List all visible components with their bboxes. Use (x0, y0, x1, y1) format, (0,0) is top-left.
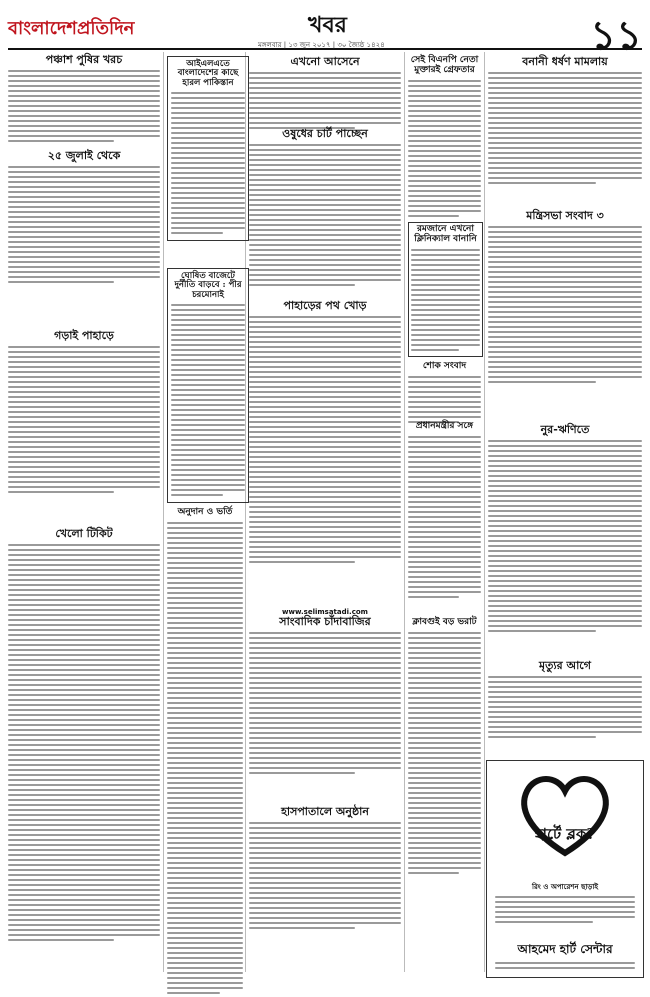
hospital-advertisement (486, 760, 644, 978)
story-15 (408, 362, 481, 426)
story-body (8, 70, 160, 142)
story-18 (488, 56, 642, 187)
story-13 (408, 56, 481, 220)
story-headline: ২৫ জুলাই থেকে (47, 149, 121, 162)
story-10 (249, 128, 401, 289)
story-11 (249, 300, 401, 566)
ad-headline: হার্টে ব্লক? (534, 825, 596, 843)
story-14 (408, 222, 483, 357)
story-headline: ক্লাবগুই বড় ভরাট (412, 617, 477, 627)
story-body (249, 632, 401, 774)
story-body (171, 304, 245, 496)
story-22 (488, 424, 642, 635)
column-divider (484, 52, 485, 972)
story-body (488, 72, 642, 184)
story-body (408, 80, 481, 217)
story-8 (249, 608, 401, 777)
story-headline: সাংবাদিক চাঁদাবাজির (279, 615, 371, 628)
story-body (411, 249, 480, 351)
story-body (408, 436, 481, 598)
story-headline: খেলো টিকিট (55, 527, 113, 540)
story-headline: রমজানে এখনো ক্লিনিক্যাল বানানি (414, 224, 477, 244)
section-title: খবর (308, 12, 347, 38)
story-body (249, 72, 401, 129)
story-17 (408, 618, 481, 877)
story-body (408, 632, 481, 874)
story-headline: পঞ্চাশ পুষির খরচ (45, 53, 123, 66)
ad-tagline: রিং ও অপারেশন ছাড়াই (531, 883, 599, 891)
story-body (249, 144, 401, 286)
story-headline: বনানী ধর্ষণ মামলায় (522, 55, 608, 68)
story-headline: মন্ত্রিসভা সংবাদ ৩ (526, 209, 604, 222)
story-body (171, 92, 245, 234)
story-21 (488, 660, 642, 741)
column-divider (404, 52, 405, 972)
story-5 (167, 56, 249, 241)
story-body (488, 226, 642, 383)
story-headline: পাহাড়ের পথ খোড় (283, 299, 367, 312)
story-body (488, 676, 642, 738)
story-headline: শোক সংবাদ (422, 361, 467, 371)
story-body (488, 440, 642, 632)
story-headline: হাসপাতালে অনুষ্ঠান (281, 805, 369, 818)
story-body (167, 522, 243, 994)
story-headline: সেই বিএনপি নেতা মুক্তারই গ্রেফতার (410, 55, 479, 75)
story-9 (249, 56, 401, 132)
story-headline: গড়াই পাহাড়ে (54, 329, 114, 342)
story-headline: নুর-ঋণিতে (540, 423, 590, 436)
story-headline: অনুদান ও ভর্তি (177, 507, 233, 517)
story-6 (167, 268, 249, 503)
story-headline: প্রধানমন্ত্রীর সঙ্গে (415, 421, 474, 431)
ad-hospital-name: আহমেদ হার্ট সেন্টার (517, 942, 613, 956)
story-4 (8, 528, 160, 944)
story-body (8, 346, 160, 493)
story-headline: এখনো আসেনে (290, 55, 360, 68)
story-headline: আইএলএতে বাংলাদেশের কাছে হারল পাকিস্তান (177, 59, 239, 88)
story-headline: ঘোষিত বাজেটে দুর্নীতি বাড়বে : পীর চরমোনাই (174, 271, 242, 300)
story-body (8, 166, 160, 283)
story-12 (249, 806, 401, 932)
story-body (249, 316, 401, 563)
ad-body (495, 881, 635, 926)
newspaper-logo: বাংলাদেশপ্রতিদিন (8, 18, 135, 39)
page-number: ১১ (590, 12, 642, 59)
story-body (408, 376, 481, 423)
dateline: মঙ্গলবার | ১৩ জুন ২০১৭ | ৩০ জ্যৈষ্ঠ ১৪২৪ (258, 41, 385, 49)
story-1 (8, 54, 160, 145)
story-body (8, 544, 160, 941)
story-headline: ওষুধের চার্ট পাচ্ছেন (282, 127, 368, 140)
story-3 (8, 330, 160, 496)
column-divider (163, 52, 164, 972)
story-16 (408, 422, 481, 601)
story-headline: মৃত্যুর আগে (539, 659, 591, 672)
website-label: www.selimsatadi.com (282, 608, 368, 616)
story-19 (488, 210, 642, 386)
story-body (249, 822, 401, 929)
story-7 (167, 508, 243, 997)
ad-footer (495, 959, 635, 972)
masthead (8, 4, 642, 59)
story-2 (8, 150, 160, 286)
